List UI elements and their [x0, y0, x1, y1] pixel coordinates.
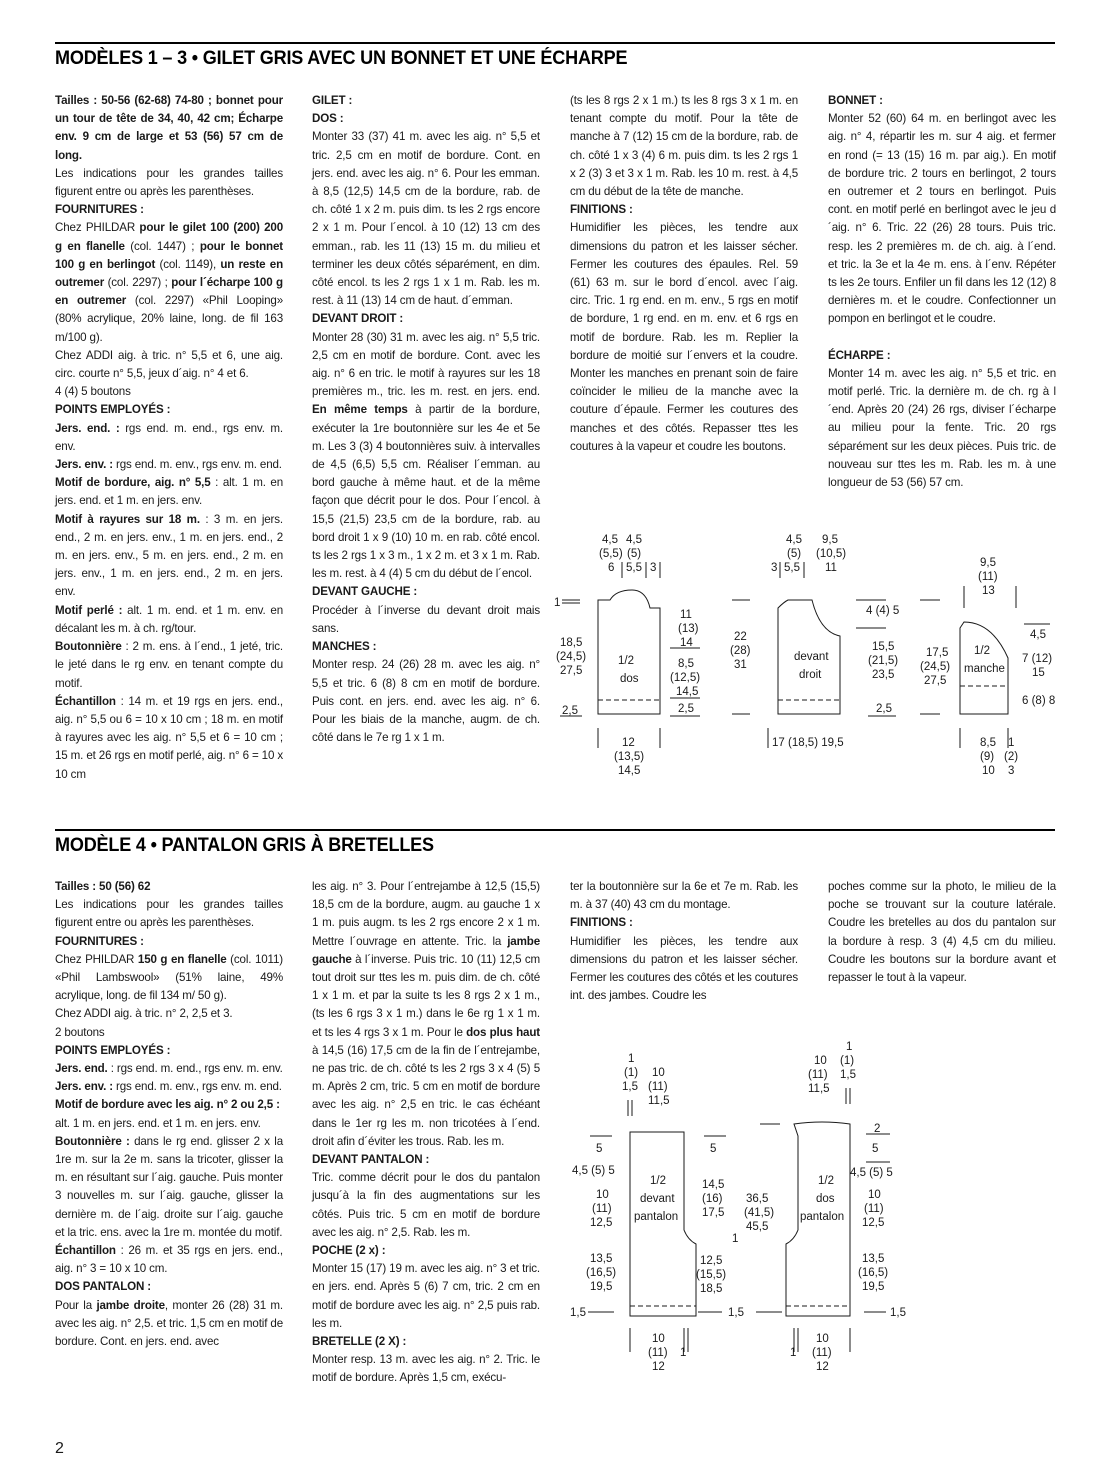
pdev-right-low-2: (15,5) [696, 1269, 727, 1281]
bold-text: Motif de bordure avec les aig. n° 2 ou 2,5 : [55, 1098, 280, 1112]
paragraph [570, 201, 798, 219]
bold-text: MANCHES : [312, 640, 377, 654]
devant-piece-label-2: droit [799, 669, 822, 681]
pdos-top-3: 1,5 [840, 1069, 856, 1081]
paragraph [55, 951, 283, 1006]
pdos-right-top-2: 5 [872, 1143, 879, 1155]
devant-label-top-mid-3: 5,5 [784, 562, 800, 574]
devant-label-top-left: 3 [771, 562, 778, 574]
paragraph [312, 878, 540, 1151]
pdev-top2-2: (11) [648, 1081, 668, 1093]
paragraph [312, 1260, 540, 1333]
section2-top-rule [55, 829, 1055, 831]
dos-label-left-3: 27,5 [560, 665, 583, 677]
pdev-middle-3: 45,5 [746, 1221, 769, 1233]
pdos-right-bottom: 1,5 [890, 1307, 906, 1319]
s1-column-4 [828, 92, 1056, 492]
text-run: Chez PHILDAR [55, 221, 140, 235]
paragraph [55, 1133, 283, 1242]
dos-piece-label-2: dos [620, 673, 639, 685]
dos-pantalon-schematic [756, 1041, 906, 1373]
manche-schematic [920, 557, 1055, 777]
text-run: (col. 2297) «Phil Looping» (80% acrylique, 20% laine, long. de fil 163 m/100 g). [55, 294, 283, 344]
text-run: dans le rg end. glisser 2 x la 1re m. sur la 2e m. sans la tricoter, glisser la m. en résultant sur l´aig. gauche. Puis monter 3 nouvelles m. sur l´aig. gauche, glisser la dernière m. de l´aig. droite sur l´aig. gauche et la tric. ens. avec la 1re m. montée du motif. [55, 1134, 283, 1239]
paragraph [55, 693, 283, 784]
dos-label-bottom-right: 2,5 [678, 703, 694, 715]
bold-text: Tailles : 50 (56) 62 [55, 880, 151, 893]
text-run: ter la boutonnière sur la 6e et 7e m. Rab. les m. à 37 (40) 43 cm du montage. [570, 880, 798, 912]
pdos-right-2: (11) [864, 1203, 884, 1215]
text-run: à partir de la bordure, exécuter la 1re boutonnière sur les 4e et 5e m. Les 3 (3) 4 boutonnières suiv. à intervalles de 4,5 (6,5) 5,5 cm. Réaliser l´emman. au bord gauche à même haut. et de la même façon que décrit pour le dos. Pour l´encol. à 15,5 (21,5) 23,5 cm de la bordure, rab. au bord droit 1 x 9 (10) 10 m. en rab. côté encol. ts les 2 rgs 1 x 3 m., 1 x 2 m. et 3 x 1 m. Rab. les m. rest. à 4 (4) 5 cm du début de l´encol. [312, 403, 540, 581]
paragraph [55, 1278, 283, 1296]
pdev-left-1: 10 [596, 1189, 609, 1201]
paragraph [55, 1115, 283, 1133]
manche-label-left-3: 27,5 [924, 675, 947, 687]
devant-pantalon-schematic [570, 1053, 774, 1373]
manche-label-bottom2-1: 1 [1008, 737, 1015, 749]
text-run: Chez ADDI aig. à tric. n° 2, 2,5 et 3. [55, 1007, 233, 1021]
manche-label-left-1: 17,5 [926, 647, 949, 659]
s2-column-3 [570, 878, 798, 1005]
paragraph [55, 1242, 283, 1278]
bold-text: Échantillon [55, 1244, 116, 1258]
manche-label-top-3: 13 [982, 585, 995, 597]
pdos-top-1: 1 [846, 1041, 853, 1053]
dos-label-top-right-1: 4,5 [626, 534, 642, 546]
bold-text: Boutonnière [55, 640, 122, 654]
pdev-bottom-1: 10 [652, 1333, 665, 1345]
devant-label-bottom: 17 (18,5) 19,5 [772, 737, 844, 749]
bold-text: Échantillon [55, 694, 116, 708]
bold-text: DEVANT GAUCHE : [312, 585, 418, 599]
dos-label-top-left-1: 4,5 [602, 534, 618, 546]
text-run: (ts les 8 rgs 2 x 1 m.) ts les 8 rgs 3 x 1 m. en tenant compte du motif. Pour la tête de manche à 7 (12) 15 cm de la bordure, rab. de ch. côté 1 x 3 (4) 6 m. puis dim. ts les 2 rgs 1 x 2 (3) 3 et 3 x 1 m. Rab. les 10 m. rest. à 4,5 cm du début de la tête de manche. [570, 94, 798, 199]
devant-label-top-right-1: 9,5 [822, 534, 838, 546]
paragraph [55, 347, 283, 383]
devant-label-top-right-2: (10,5) [816, 548, 847, 560]
paragraph [570, 933, 798, 1006]
text-run: poches comme sur la photo, le milieu de la poche se trouvant sur la couture latérale. Coudre les bretelles au dos du pantalon sur la bordure à resp. 3 (4) 4,5 cm du milieu. Coudre les boutons sur la bordure avant et repasser le tout à la vapeur. [828, 880, 1056, 985]
manche-label-right-bottom: 6 (8) 8 [1022, 695, 1056, 707]
devant-droit-schematic [730, 534, 899, 749]
bold-text: DEVANT DROIT : [312, 312, 404, 326]
s1-column-2 [312, 92, 540, 747]
pdev-left-low-3: 19,5 [590, 1281, 613, 1293]
text-run: Humidifier les pièces, les tendre aux dimensions du patron et les laisser sécher. Fermer les coutures des épaules. Rel. 59 (61) 63 m. sur le bord d´encol. avec l´aig. circ. Tric. 1 rg end. en m. env., 5 rgs en motif de bordure, 1 rg end. en m. env. et 6 rgs en motif de bordure. Rab. les m. Replier la bordure de moitié sur l´envers et la coudre. Monter les manches en prenant soin de faire coïncider le milieu de la manche avec la couture d´épaule. Fermer les coutures des manches et des côtés. Repasser ttes les coutures à la vapeur et coudre les boutons. [570, 221, 798, 453]
text-run: : 2 m. ens. à l´end., 1 jeté, tric. le jeté dans le rg env. en tenant compte du motif. [55, 640, 283, 690]
bold-text: FOURNITURES : [55, 934, 144, 948]
text-run: rgs end. m. end., rgs env. m. env. [55, 421, 283, 453]
paragraph [55, 511, 283, 602]
devant-label-right-top: 4 (4) 5 [866, 605, 900, 617]
pdos-bottom-3: 12 [816, 1361, 829, 1373]
s2-column-4 [828, 878, 1056, 987]
paragraph [312, 1242, 540, 1260]
dos-label-right-1: 11 [680, 609, 692, 621]
manche-label-left-2: (24,5) [920, 661, 951, 673]
pdev-bottom-2: (11) [648, 1347, 668, 1359]
paragraph [312, 329, 540, 584]
dos-label-top-right-3: 5,5 [626, 562, 642, 574]
text-run: rgs end. m. env., rgs env. m. end. [112, 458, 282, 472]
devant-label-top-right-3: 11 [825, 562, 837, 574]
bold-text: ÉCHARPE : [828, 348, 891, 362]
pdev-piece-1: 1/2 [650, 1175, 666, 1187]
bold-text: FINITIONS : [570, 203, 633, 217]
dos-label-right2-1: 8,5 [678, 658, 694, 670]
pdev-left-2: (11) [592, 1203, 612, 1215]
paragraph [312, 1151, 540, 1169]
manche-label-top-2: (11) [978, 571, 998, 583]
pdev-piece-2: devant [640, 1193, 675, 1205]
paragraph [55, 1078, 283, 1096]
manche-piece-label-1: 1/2 [974, 645, 990, 657]
section1-title: MODÈLES 1 – 3 • GILET GRIS AVEC UN BONNET ET UNE ÉCHARPE [55, 48, 628, 69]
manche-label-bottom-2: (9) [980, 751, 995, 763]
pdev-left-low-1: 13,5 [590, 1253, 613, 1265]
paragraph [55, 219, 283, 346]
paragraph [828, 347, 1056, 365]
bold-text: un reste en outremer [55, 257, 283, 290]
bold-text: En même temps [312, 403, 408, 417]
text-run: 4 (4) 5 boutons [55, 385, 131, 399]
dos-label-right2-2: (12,5) [670, 672, 701, 684]
text-run: (col. 1011) «Phil Lambswool» (51% laine, 49% acrylique, long. de fil 134 m/ 50 g). [55, 952, 283, 1003]
paragraph [312, 310, 540, 328]
pdos-bottom-1: 10 [816, 1333, 829, 1345]
paragraph [312, 583, 540, 601]
pantalon-schematics [560, 1040, 920, 1390]
devant-label-left-1: 22 [734, 631, 747, 643]
dos-label-left-1: 18,5 [560, 637, 583, 649]
bold-text: jambe gauche [312, 934, 540, 966]
dos-label-top-right-2: (5) [627, 548, 642, 560]
bold-text: dos plus haut [466, 1025, 540, 1039]
bold-text: BRETELLE (2 X) : [312, 1335, 407, 1349]
paragraph [312, 656, 540, 747]
text-run: Les indications pour les grandes tailles figurent entre ou après les parenthèses. [55, 898, 283, 930]
pdos-piece-2: dos [816, 1193, 835, 1205]
pdos-top2-3: 11,5 [808, 1083, 830, 1095]
manche-label-right-1: 7 (12) [1022, 653, 1053, 665]
text-run: à l´inverse. Puis tric. 10 (11) 12,5 cm tout droit sur ttes les m. puis dim. de ch. côté 1 x 1 m. et par la suite ts les 8 rgs 2 x 1 m., (ts les 6 rgs 3 x 1 m.) dans le 6e rg 1 x 1 m. et ts les 4 rgs 3 x 1 m. Pour le [312, 952, 540, 1039]
pdev-right-1: 14,5 [702, 1179, 725, 1191]
pdos-bottom-2: (11) [812, 1347, 832, 1359]
text-run: , monter 26 (28) 31 m. avec les aig. n° 2,5. et tric. 1,5 cm en motif de bordure. Cont. en jers. end. avec [55, 1298, 283, 1349]
pdev-left-top: 5 [596, 1143, 603, 1155]
pdev-top-2: (1) [624, 1067, 639, 1079]
dos-piece-label-1: 1/2 [618, 655, 634, 667]
dos-label-top-left-2: (5,5) [599, 548, 623, 560]
text-run: alt. 1 m. end. et 1 m. env. en décalant les m. à ch. rg/tour. [55, 603, 283, 635]
pdev-bottom-3: 12 [652, 1361, 665, 1373]
paragraph [312, 1169, 540, 1242]
text-run: Chez PHILDAR [55, 952, 138, 966]
bold-text: POINTS EMPLOYÉS : [55, 1043, 171, 1057]
devant-label-bottom-right: 2,5 [876, 703, 892, 715]
page-number: 2 [55, 1440, 64, 1457]
pdos-right-top-1: 2 [874, 1123, 881, 1135]
paragraph [312, 1351, 540, 1387]
bold-text: FINITIONS : [570, 916, 633, 930]
paragraph [55, 383, 283, 401]
dos-label-right-3: 14 [680, 637, 693, 649]
paragraph [828, 110, 1056, 328]
manche-label-right-top: 4,5 [1030, 629, 1046, 641]
pdev-top-3: 1,5 [622, 1081, 638, 1093]
paragraph [312, 638, 540, 656]
dos-schematic [554, 534, 700, 777]
pdev-top2-3: 11,5 [648, 1095, 670, 1107]
text-run: Monter 28 (30) 31 m. avec les aig. n° 5,5 tric. 2,5 cm en motif de bordure. Cont. avec les aig. n° 6 en tric. le motif à rayures sur les 18 premières m., tric. les m. rest. en jers. end. [312, 330, 540, 399]
paragraph [570, 219, 798, 456]
paragraph [55, 1060, 283, 1078]
pdev-right-2: (16) [702, 1193, 723, 1205]
text-run: Procéder à l´inverse du devant droit mais sans. [312, 603, 540, 635]
bold-text: jambe droite [96, 1298, 165, 1312]
bold-text: Motif perlé : [55, 603, 123, 617]
paragraph [570, 92, 798, 201]
text-run: : 26 m. et 35 rgs en jers. end., aig. n° 3 = 10 x 10 cm. [55, 1244, 283, 1276]
section2-title: MODÈLE 4 • PANTALON GRIS À BRETELLES [55, 835, 434, 856]
dos-label-bottom-left: 2,5 [562, 705, 578, 717]
bold-text: 150 g en flanelle [137, 952, 227, 966]
paragraph [312, 92, 540, 110]
text-run: Humidifier les pièces, les tendre aux dimensions du patron et les laisser sécher. Fermer les coutures des côtés et les coutures int. des jambes. Coudre les [570, 934, 798, 1003]
dos-label-bottom-1: 12 [622, 737, 635, 749]
bold-text: BONNET : [828, 94, 883, 107]
dos-label-bottom-2: (13,5) [614, 751, 645, 763]
bold-text: pour l´écharpe 100 g en outremer [55, 276, 283, 308]
pdev-bottom2: 1 [680, 1347, 687, 1359]
paragraph [55, 602, 283, 638]
pdos-right-3: 12,5 [862, 1217, 885, 1229]
text-run: Monter 52 (60) 64 m. en berlingot avec les aig. n° 4, répartir les m. sur 4 aig. et fermer en rond (= 13 (15) 16 m. par aig.). En motif de bordure tric. 2 tours en berlingot, 2 tours en outremer et 2 tours en berlingot. Puis cont. en motif perlé en berlingot avec le jeu d´aig. n° 6. Tric. 22 (26) 28 tours. Puis tric. resp. les 2 premières m. de ch. aig. à l´end. et tric. la 3e et la 4e m. ens. à l´env. Répéter ts les 2e tours. Enfiler un fil dans les 12 (12) 8 dernières m. et le coudre. Confectionner un pompon en berlingot et le coudre. [828, 112, 1056, 326]
pdev-top-1: 1 [628, 1053, 635, 1065]
text-run: Chez ADDI aig. à tric. n° 5,5 et 6, une aig. circ. courte n° 5,5, jeux d´aig. n° 4 et 6. [55, 348, 283, 381]
paragraph [828, 92, 1056, 110]
paragraph [55, 1297, 283, 1352]
bold-text: Motif à rayures sur 18 m. [55, 512, 200, 526]
pdos-right-low-1: 13,5 [862, 1253, 885, 1265]
paragraph [55, 201, 283, 219]
pdev-top2-1: 10 [652, 1067, 665, 1079]
paragraph [570, 914, 798, 932]
devant-label-top-mid-1: 4,5 [786, 534, 802, 546]
pdev-middle-1: 36,5 [746, 1193, 769, 1205]
paragraph [312, 128, 540, 310]
paragraph [55, 878, 283, 896]
dos-label-right2-3: 14,5 [676, 686, 699, 698]
pdev-left-3: 12,5 [590, 1217, 613, 1229]
pdev-left-bottom: 1,5 [570, 1307, 586, 1319]
pdev-right-low-3: 18,5 [700, 1283, 723, 1295]
manche-label-top-1: 9,5 [980, 557, 996, 569]
text-run: Monter 33 (37) 41 m. avec les aig. n° 5,5 et tric. 2,5 cm en motif de bordure. Cont. en jers. end. avec les aig. n° 6. Pour les emman. à 8,5 (12,5) 14,5 cm de la bordure, rab. de ch. côté 1 x 2 m. puis dim. ts les 2 rgs encore 2 x 1 m. Pour l´encol. à 10 (12) 13 cm des emman., rab. les 11 (13) 15 m. du milieu et terminer les deux côtés séparément, en dim. côté encol. ts les 2 rgs 1 x 1 m. Rab. les m. rest. à 11 (13) 14 cm de haut. d´emman. [312, 130, 540, 308]
pdev-right-low-1: 12,5 [700, 1255, 723, 1267]
paragraph [828, 365, 1056, 492]
bold-text: POINTS EMPLOYÉS : [55, 403, 171, 417]
text-run: Tric. comme décrit pour le dos du pantalon jusqu´à la fin des augmentations sur les côtés. Puis tric. 5 cm en motif de bordure avec les aig. n° 2,5. Rab. les m. [312, 1171, 540, 1239]
paragraph [55, 92, 283, 165]
text-run: Monter 14 m. avec les aig. n° 5,5 et tric. en motif perlé. Tric. la dernière m. de ch. rg à l´end. Après 20 (24) 26 rgs, diviser l´écharpe au milieu pour la fente. Tric. 20 rgs séparément sur les deux pièces. Puis tric. de nouveau sur ttes les m. Rab. les m. à une longueur de 53 (56) 57 cm. [828, 366, 1056, 490]
text-run: à 14,5 (16) 17,5 cm de la fin de l´entrejambe, ne pas tric. de ch. côté ts les 2 rgs 3 x 4 (5) 5 m. Après 2 cm, tric. 5 cm en motif de bordure avec les aig. n° 2,5 en tric. le cas échéant dans le 1er rg les m. non tricotées à l´end. droit afin d´éviter les trous. Rab. les m. [312, 1043, 540, 1148]
bold-text: Tailles : 50-56 (62-68) 74-80 ; bonnet pour un tour de tête de 34, 40, 42 cm; Écharpe env. 9 cm de large et 53 (56) 57 cm de long. [55, 94, 283, 162]
pdev-right-bottom: 1,5 [728, 1307, 744, 1319]
bold-text: DEVANT PANTALON : [312, 1153, 430, 1167]
dos-label-top-right2: 3 [650, 562, 657, 574]
paragraph [55, 401, 283, 419]
pdev-crotch: 1 [732, 1233, 739, 1245]
text-run: rgs end. m. env., rgs env. m. end. [112, 1080, 282, 1094]
gilet-schematics [550, 528, 1060, 788]
pdev-middle-2: (41,5) [744, 1207, 775, 1219]
text-run: Monter 15 (17) 19 m. avec les aig. n° 3 et tric. en jers. end. Après 5 (6) 7 cm, tric. 2 cm en motif de bordure avec les aig. n° 2,5 puis rab. les m. [312, 1262, 540, 1330]
pdos-piece-3: pantalon [800, 1211, 845, 1223]
text-run: : 3 m. en jers. end., 2 m. en jers. env., 1 m. en jers. end., 2 m. en jers. env., 5 m. en jers. end., 2 m. en jers. env., 1 m. en jers. end., 2 m. en jers. env. [55, 512, 283, 599]
paragraph [55, 420, 283, 456]
text-run: : 14 m. et 19 rgs en jers. end., aig. n° 5,5 ou 6 = 10 x 10 cm ; 18 m. en motif à rayures avec les aig. n° 5,5 et 6 = 10 cm ; 15 m. et 26 rgs en motif perlé, aig. n° 6 = 10 x 10 cm [55, 694, 283, 781]
pdos-top2-1: 10 [814, 1055, 827, 1067]
text-run: (col. 1447) ; [124, 239, 200, 253]
pdos-bottom2: 1 [790, 1347, 797, 1359]
paragraph [55, 165, 283, 201]
devant-piece-label-1: devant [794, 651, 829, 663]
text-run: alt. 1 m. en jers. end. et 1 m. en jers. env. [55, 1116, 261, 1130]
bold-text: Jers. end. [55, 1062, 108, 1076]
paragraph [570, 878, 798, 914]
bold-text: DOS : [312, 112, 344, 126]
bold-text: FOURNITURES : [55, 203, 144, 217]
paragraph [55, 896, 283, 932]
devant-label-right-3: 23,5 [872, 669, 895, 681]
devant-label-right-2: (21,5) [868, 655, 899, 667]
paragraph [55, 638, 283, 693]
paragraph [55, 474, 283, 510]
bold-text: Boutonnière : [55, 1134, 130, 1148]
paragraph [312, 602, 540, 638]
bold-text: POCHE (2 x) : [312, 1244, 386, 1258]
paragraph [55, 1042, 283, 1060]
dos-label-right-2: (13) [678, 623, 699, 635]
text-run: 2 boutons [55, 1025, 105, 1039]
s1-column-3 [570, 92, 798, 456]
manche-label-bottom-3: 10 [982, 765, 995, 777]
text-run: Pour la [55, 1298, 97, 1312]
manche-label-bottom2-3: 3 [1008, 765, 1015, 777]
text-run: Les indications pour les grandes tailles figurent entre ou après les parenthèses. [55, 166, 283, 199]
bold-text: DOS PANTALON : [55, 1280, 152, 1294]
paragraph [312, 1333, 540, 1351]
bold-text: Jers. env. : [55, 458, 113, 472]
text-run: (col. 1149), [155, 257, 221, 271]
s1-column-1 [55, 92, 283, 784]
pdos-top2-2: (11) [808, 1069, 828, 1081]
bold-text: GILET : [312, 94, 353, 107]
bold-text: Jers. end. : [55, 421, 120, 435]
pdos-right-1: 10 [868, 1189, 881, 1201]
bold-text: Jers. env. : [55, 1080, 113, 1094]
paragraph [55, 1005, 283, 1023]
manche-label-bottom-1: 8,5 [980, 737, 996, 749]
paragraph [55, 1024, 283, 1042]
pdos-right-mid: 4,5 (5) 5 [850, 1167, 893, 1179]
paragraph [55, 933, 283, 951]
manche-label-bottom2-2: (2) [1004, 751, 1019, 763]
text-run: Monter resp. 13 m. avec les aig. n° 2. Tric. le motif de bordure. Après 1,5 cm, exécu- [312, 1353, 540, 1385]
manche-piece-label-2: manche [964, 663, 1005, 675]
paragraph [828, 878, 1056, 987]
s2-column-2 [312, 878, 540, 1388]
dos-label-left-2: (24,5) [556, 651, 587, 663]
text-run: : alt. 1 m. en jers. end. et 1 m. en jers. env. [55, 476, 283, 508]
s2-column-1 [55, 878, 283, 1351]
devant-label-left-3: 31 [734, 659, 747, 671]
paragraph-gap [828, 329, 1056, 347]
bold-text: pour le gilet 100 (200) 200 g en flanelle [55, 221, 283, 253]
pdev-left-low-2: (16,5) [586, 1267, 617, 1279]
pdos-right-low-2: (16,5) [858, 1267, 889, 1279]
text-run: Monter resp. 24 (26) 28 m. avec les aig. n° 5,5 et tric. 6 (8) 8 cm en motif de bordure. Puis cont. en jers. end. avec les aig. n° 6. Pour les biais de la manche, augm. de ch. côté dans le 7e rg 1 x 1 m. [312, 658, 540, 745]
section1-top-rule [55, 42, 1055, 44]
text-run: les aig. n° 3. Pour l´entrejambe à 12,5 (15,5) 18,5 cm de la bordure, augm. au gauche 1 x 1 m. puis augm. ts les 2 rgs encore 2 x 1 m. Mettre l´ouvrage en attente. Tric. la [312, 880, 540, 948]
devant-label-right-1: 15,5 [872, 641, 895, 653]
paragraph [55, 456, 283, 474]
pdos-piece-1: 1/2 [818, 1175, 834, 1187]
devant-label-top-mid-2: (5) [787, 548, 802, 560]
devant-label-left-2: (28) [730, 645, 751, 657]
pdos-top-2: (1) [840, 1055, 855, 1067]
pdev-left-mid: 4,5 (5) 5 [572, 1165, 615, 1177]
manche-label-right-2: 15 [1032, 667, 1045, 679]
paragraph [55, 1096, 283, 1114]
bold-text: Motif de bordure, aig. n° 5,5 [55, 476, 211, 490]
pdos-right-low-3: 19,5 [862, 1281, 885, 1293]
text-run: (col. 2297) ; [104, 276, 172, 290]
pdev-right-3: 17,5 [702, 1207, 725, 1219]
pdev-piece-3: pantalon [634, 1211, 679, 1223]
pdev-right-top: 5 [710, 1143, 717, 1155]
paragraph [312, 110, 540, 128]
dos-label-top-left-3: 6 [608, 562, 615, 574]
dos-label-bottom-3: 14,5 [618, 765, 641, 777]
text-run: : rgs end. m. end., rgs env. m. env. [107, 1062, 283, 1076]
bold-text: pour le bonnet 100 g en berlingot [55, 239, 283, 271]
dos-label-left-mark: 1 [554, 597, 561, 609]
